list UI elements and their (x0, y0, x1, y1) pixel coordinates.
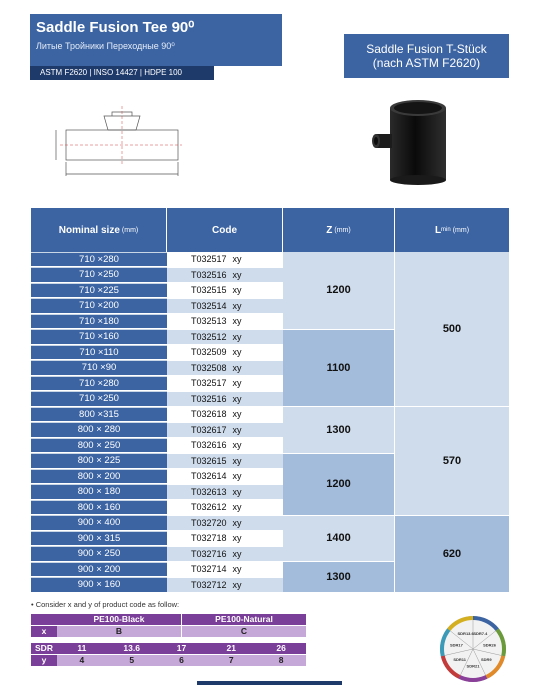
code-cell (167, 345, 283, 361)
code-value: T032508 (191, 362, 227, 373)
code-value: T032613 (191, 486, 227, 497)
wheel-label: SDR26 (483, 642, 497, 648)
x-label: x (31, 626, 57, 637)
code-value: T032512 (191, 331, 227, 342)
code-suffix: xy (232, 440, 242, 450)
y-value: 8 (256, 655, 306, 666)
code-suffix: xy (232, 455, 242, 466)
y-value: 6 (157, 655, 207, 666)
code-value: T032612 (191, 502, 227, 512)
l-min-value-cell: 570 (395, 407, 509, 516)
code-suffix: xy (232, 362, 242, 373)
nominal-size-cell: 900 × 400 (31, 516, 167, 531)
code-suffix: xy (232, 300, 242, 311)
wheel-label: SDR11 (453, 657, 467, 663)
code-suffix: xy (232, 579, 242, 590)
wheel-label: SDR21 (466, 663, 480, 669)
y-value: 4 (57, 655, 107, 666)
product-photo-icon (370, 96, 450, 186)
code-cell (167, 376, 283, 392)
code-suffix: xy (232, 486, 242, 497)
code-cell (167, 547, 283, 563)
sdr-color-wheel-icon (439, 615, 507, 683)
nominal-size-cell: 900 × 200 (31, 563, 167, 578)
y-row (31, 655, 306, 666)
nominal-size-cell: 800 × 225 (31, 454, 167, 469)
code-value: T032618 (191, 409, 227, 419)
standards-bar: ASTM F2620 | INSO 14427 | HDPE 100 (30, 66, 214, 80)
wheel-label: SDR17 (449, 642, 463, 648)
code-cell (167, 283, 283, 299)
code-suffix: xy (232, 254, 242, 264)
x-natural-value: C (181, 626, 306, 637)
nominal-size-cell: 710 ×110 (31, 346, 167, 361)
table-row (31, 423, 283, 439)
code-suffix: xy (232, 347, 242, 357)
page-subtitle-russian: Литые Тройники Переходные 90⁰ (36, 41, 175, 51)
table-row (31, 454, 283, 470)
table-row (31, 407, 283, 423)
code-value: T032616 (191, 440, 227, 450)
nominal-size-cell: 800 × 280 (31, 423, 167, 438)
table-row (31, 438, 283, 454)
code-cell (167, 531, 283, 547)
pe100-black-header: PE100-Black (57, 614, 181, 625)
nominal-size-cell: 710 ×280 (31, 377, 167, 392)
header-l-min: L min (mm) (395, 208, 509, 252)
table-row (31, 361, 283, 377)
code-value: T032513 (191, 316, 227, 326)
nominal-size-cell: 710 ×250 (31, 392, 167, 407)
table-row (31, 531, 283, 547)
bottom-accent-bar (197, 681, 342, 685)
y-value: 5 (107, 655, 157, 666)
l-min-value-cell: 500 (395, 252, 509, 407)
nominal-size-cell: 710 ×90 (31, 361, 167, 376)
header-z: Z (mm) (283, 208, 395, 252)
code-value: T032509 (191, 347, 227, 357)
code-value: T032514 (191, 300, 227, 311)
y-value: 7 (206, 655, 256, 666)
code-cell (167, 562, 283, 578)
german-title-line2: (nach ASTM F2620) (372, 56, 481, 70)
code-suffix: xy (232, 316, 242, 326)
technical-drawing-icon (52, 104, 184, 182)
code-suffix: xy (232, 502, 242, 512)
code-suffix: xy (232, 533, 242, 543)
code-cell (167, 268, 283, 284)
code-cell (167, 438, 283, 454)
code-cell (167, 407, 283, 423)
l-min-value-cell: 620 (395, 516, 509, 594)
table-row (31, 392, 283, 408)
nominal-size-cell: 900 × 250 (31, 547, 167, 562)
code-cell (167, 423, 283, 439)
code-cell (167, 500, 283, 516)
table-row (31, 516, 283, 532)
code-value: T032516 (191, 393, 227, 404)
header-code: Code (167, 208, 283, 252)
code-value: T032718 (191, 533, 227, 543)
code-cell (167, 485, 283, 501)
table-row (31, 268, 283, 284)
y-label: y (31, 655, 57, 666)
sdr-value: 17 (157, 643, 207, 654)
header-german-block (344, 34, 509, 78)
table-row (31, 547, 283, 563)
code-suffix: xy (232, 393, 242, 404)
header-nominal-size: Nominal size (mm) (31, 208, 167, 252)
nominal-size-cell: 710 ×280 (31, 253, 167, 268)
table-row (31, 578, 283, 594)
code-cell (167, 392, 283, 408)
sdr-value: 13.6 (107, 643, 157, 654)
code-cell (167, 252, 283, 268)
table-row (31, 376, 283, 392)
sdr-value: 21 (206, 643, 256, 654)
nominal-size-cell: 900 × 160 (31, 578, 167, 593)
sdr-value: 26 (256, 643, 306, 654)
code-cell (167, 330, 283, 346)
code-suffix: xy (232, 269, 242, 280)
table-row (31, 485, 283, 501)
code-suffix: xy (232, 331, 242, 342)
page-title: Saddle Fusion Tee 90⁰ (36, 19, 195, 36)
table-row (31, 283, 283, 299)
german-title-line1: Saddle Fusion T-Stück (366, 42, 487, 56)
z-value-cell: 1200 (283, 454, 395, 516)
table-row (31, 314, 283, 330)
code-cell (167, 299, 283, 315)
code-suffix: xy (232, 409, 242, 419)
nominal-size-cell: 800 × 160 (31, 501, 167, 516)
code-suffix: xy (232, 564, 242, 574)
code-cell (167, 469, 283, 485)
code-value: T032614 (191, 471, 227, 481)
sdr-row (31, 643, 306, 654)
wheel-label: SDR7.4 (473, 631, 488, 637)
pe100-natural-header: PE100-Natural (181, 614, 306, 625)
code-cell (167, 516, 283, 532)
sdr-label: SDR (31, 643, 57, 654)
code-value: T032617 (191, 424, 227, 435)
code-cell (167, 314, 283, 330)
code-suffix: xy (232, 378, 242, 388)
code-suffix: xy (232, 424, 242, 435)
code-value: T032720 (191, 517, 227, 528)
code-value: T032516 (191, 269, 227, 280)
x-row (31, 626, 306, 637)
table-row (31, 299, 283, 315)
nominal-size-cell: 710 ×160 (31, 330, 167, 345)
code-value: T032517 (191, 378, 227, 388)
material-header-row (31, 614, 306, 625)
sdr-value: 11 (57, 643, 107, 654)
code-value: T032615 (191, 455, 227, 466)
nominal-size-cell: 710 ×250 (31, 268, 167, 283)
dimension-table (31, 208, 509, 590)
nominal-size-cell: 800 × 180 (31, 485, 167, 500)
z-value-cell: 1100 (283, 330, 395, 408)
code-suffix: xy (232, 548, 242, 559)
z-value-cell: 1300 (283, 562, 395, 593)
wheel-label: SDR13.6 (457, 631, 474, 637)
table-row (31, 469, 283, 485)
code-suffix: xy (232, 471, 242, 481)
z-value-cell: 1300 (283, 407, 395, 454)
code-value: T032714 (191, 564, 227, 574)
table-row (31, 345, 283, 361)
wheel-label: SDR9 (480, 657, 492, 663)
code-value: T032716 (191, 548, 227, 559)
nominal-size-cell: 710 ×200 (31, 299, 167, 314)
code-value: T032517 (191, 254, 227, 264)
nominal-size-cell: 800 × 250 (31, 439, 167, 454)
code-cell (167, 578, 283, 594)
code-cell (167, 361, 283, 377)
table-row (31, 330, 283, 346)
nominal-size-cell: 710 ×225 (31, 284, 167, 299)
table-row (31, 252, 283, 268)
product-code-note: • Consider x and y of product code as follow: (31, 600, 180, 609)
header-title-block (30, 14, 282, 66)
nominal-size-cell: 900 × 315 (31, 532, 167, 547)
z-value-cell: 1200 (283, 252, 395, 330)
table-row (31, 562, 283, 578)
nominal-size-cell: 710 ×180 (31, 315, 167, 330)
code-suffix: xy (232, 285, 242, 295)
code-value: T032712 (191, 579, 227, 590)
z-value-cell: 1400 (283, 516, 395, 563)
code-suffix: xy (232, 517, 242, 528)
table-row (31, 500, 283, 516)
code-value: T032515 (191, 285, 227, 295)
nominal-size-cell: 800 ×315 (31, 408, 167, 423)
x-black-value: B (57, 626, 181, 637)
nominal-size-cell: 800 × 200 (31, 470, 167, 485)
code-cell (167, 454, 283, 470)
